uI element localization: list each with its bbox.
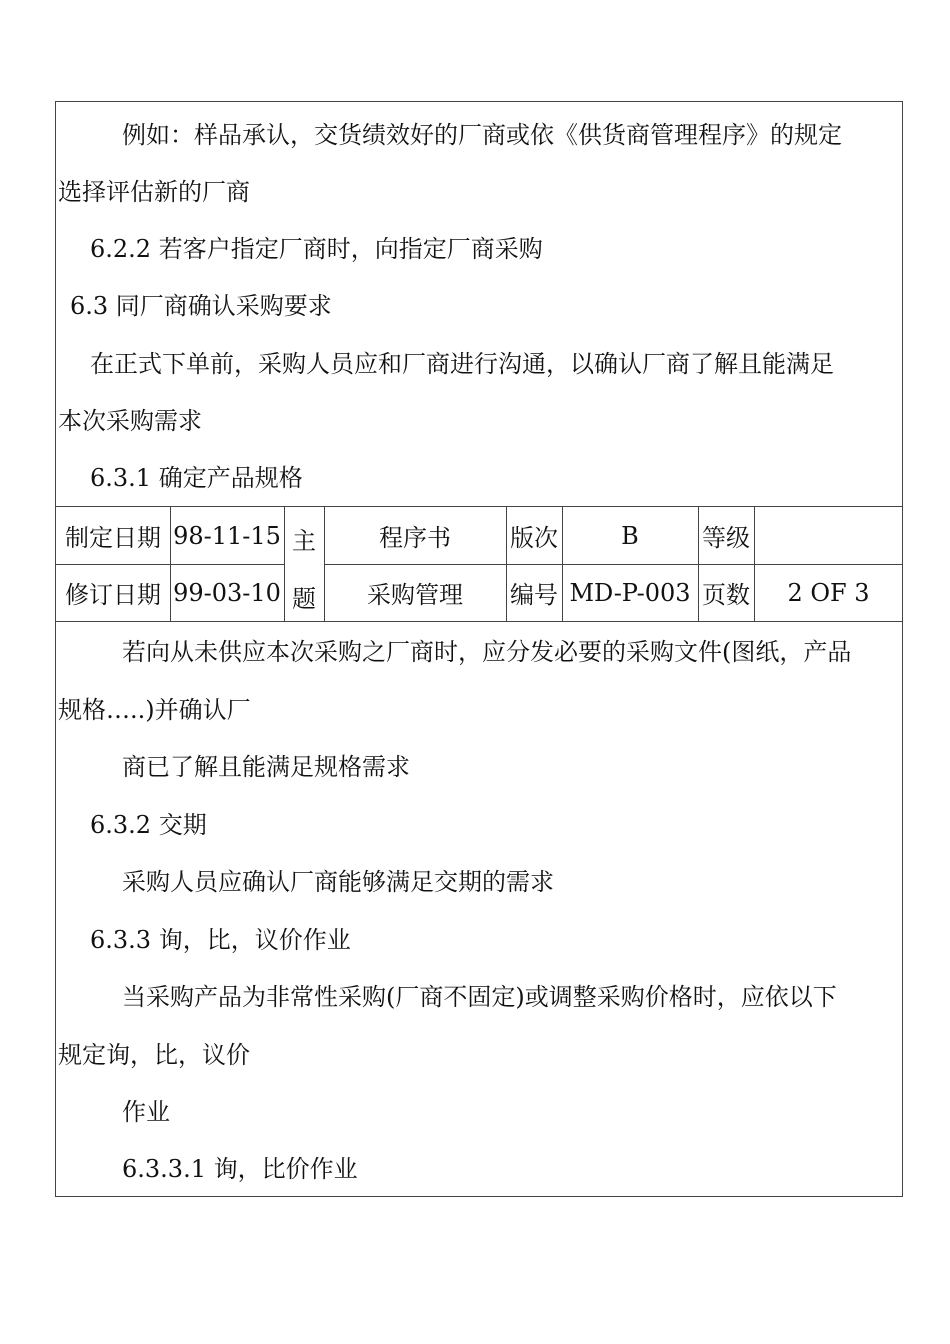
subject-label-top: 主: [292, 527, 316, 555]
text-line: 规格…..)并确认厂: [58, 696, 251, 724]
doc-name-value: 采购管理: [367, 581, 463, 609]
version-value: B: [621, 521, 639, 550]
text-line: 当采购产品为非常性采购(厂商不固定)或调整采购价格时，应依以下: [122, 983, 837, 1011]
grade-value: [754, 507, 903, 564]
version-label: 版次: [510, 524, 558, 552]
text-line: 6.3 同厂商确认采购要求: [70, 292, 332, 320]
document-page: [55, 101, 903, 1197]
subject-label-bottom: 题: [292, 585, 316, 613]
number-value: MD-P-003: [569, 578, 691, 607]
pages-label: 页数: [702, 581, 750, 609]
document-header-table: [56, 506, 902, 622]
text-line: 6.3.1 确定产品规格: [90, 464, 303, 492]
doc-type-value: 程序书: [379, 524, 451, 552]
text-line: 例如：样品承认，交货绩效好的厂商或依《供货商管理程序》的规定: [122, 121, 842, 149]
number-label: 编号: [510, 581, 558, 609]
revised-date-label: 修订日期: [65, 581, 161, 609]
grade-label: 等级: [702, 524, 750, 552]
text-line: 6.3.3.1 询，比价作业: [122, 1155, 358, 1183]
text-line: 6.3.3 询，比，议价作业: [90, 926, 351, 954]
text-line: 若向从未供应本次采购之厂商时，应分发必要的采购文件(图纸，产品: [122, 638, 852, 666]
made-date-label: 制定日期: [65, 524, 161, 552]
text-line: 6.2.2 若客户指定厂商时，向指定厂商采购: [90, 235, 543, 263]
revised-date-value: 99-03-10: [173, 578, 281, 607]
text-line: 规定询，比，议价: [58, 1041, 250, 1069]
text-line: 选择评估新的厂商: [58, 178, 250, 206]
made-date-value: 98-11-15: [173, 521, 281, 550]
text-line: 作业: [122, 1098, 170, 1126]
text-line: 在正式下单前，采购人员应和厂商进行沟通，以确认厂商了解且能满足: [90, 350, 834, 378]
text-line: 采购人员应确认厂商能够满足交期的需求: [122, 868, 554, 896]
text-line: 6.3.2 交期: [90, 811, 207, 839]
pages-value: 2 OF 3: [787, 578, 870, 607]
text-line: 商已了解且能满足规格需求: [122, 753, 410, 781]
text-line: 本次采购需求: [58, 407, 202, 435]
